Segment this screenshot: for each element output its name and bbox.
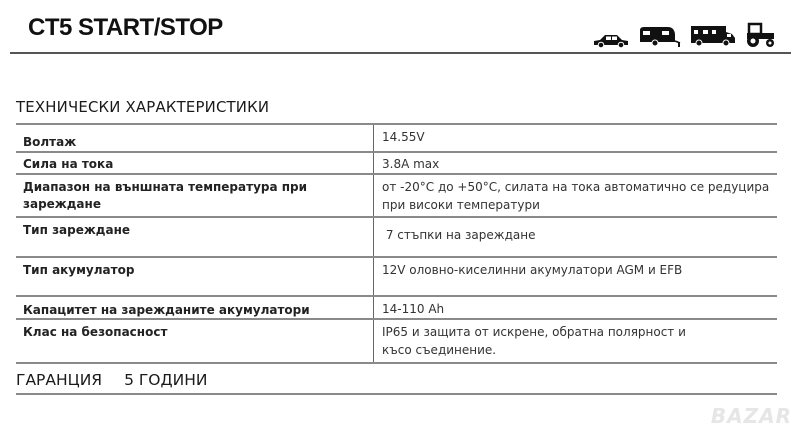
warranty-label: ГАРАНЦИЯ: [16, 371, 103, 389]
warranty-divider: [16, 393, 777, 395]
tractor-icon: [744, 22, 776, 48]
spec-value: от -20°C до +50°C, силата на тока автоматично се редуцира при високи температури: [373, 175, 777, 216]
spec-table: [16, 123, 777, 364]
table-row: [16, 318, 777, 364]
spec-label: Сила на тока: [23, 157, 114, 171]
vehicle-icons: [592, 22, 777, 48]
spec-value: 14-110 Ah: [373, 297, 777, 318]
table-row: [16, 151, 777, 173]
table-row: [16, 123, 777, 151]
motorhome-icon: [690, 24, 736, 48]
warranty: [16, 371, 207, 389]
table-row: [16, 295, 777, 318]
spec-value: 14.55V: [373, 125, 777, 151]
spec-label: Волтаж: [23, 135, 77, 149]
spec-value: 7 стъпки на зареждане: [373, 218, 777, 256]
table-row: [16, 216, 777, 256]
spec-value: 3.8A max: [373, 153, 777, 173]
section-title: ТЕХНИЧЕСКИ ХАРАКТЕРИСТИКИ: [16, 98, 270, 116]
spec-label: Капацитет на зарежданите акумулатори: [23, 303, 310, 317]
spec-value: IP65 и защита от искрене, обратна полярност и късо съединение.: [373, 320, 777, 362]
warranty-value: 5 ГОДИНИ: [124, 371, 208, 389]
title-divider: [10, 52, 791, 54]
table-row: [16, 173, 777, 216]
spec-value: 12V оловно-киселинни акумулатори AGM и EFB: [373, 258, 777, 295]
spec-label: Клас на безопасност: [23, 325, 168, 339]
spec-label: Диапазон на външната температура при зареждане: [23, 180, 308, 211]
product-title: CT5 START/STOP: [28, 14, 223, 41]
spec-label: Тип зареждане: [23, 223, 131, 237]
caravan-icon: [638, 26, 682, 48]
spec-label: Тип акумулатор: [23, 263, 135, 277]
car-icon: [592, 32, 630, 48]
table-row: [16, 256, 777, 295]
watermark-logo: BAZAR: [710, 404, 792, 428]
